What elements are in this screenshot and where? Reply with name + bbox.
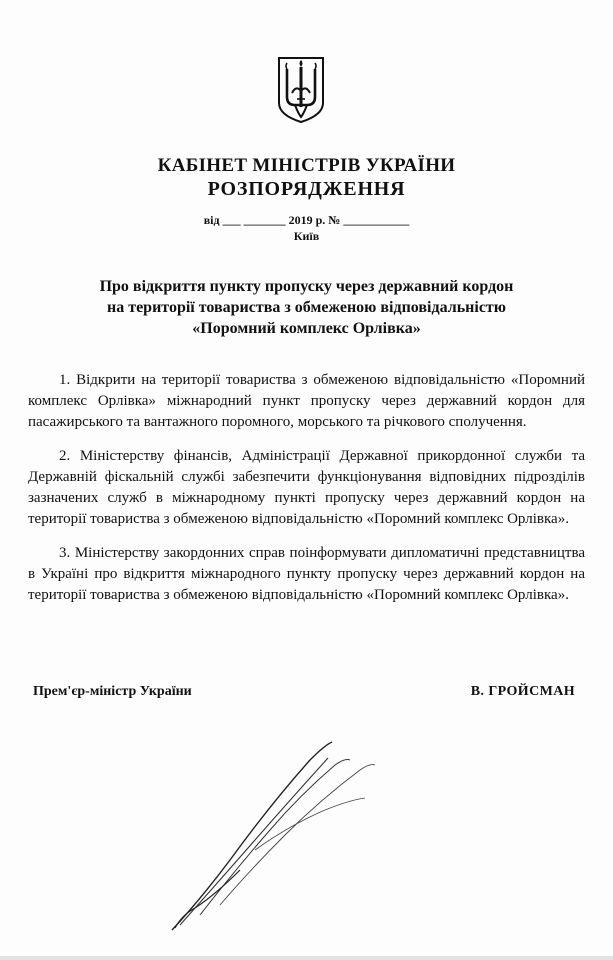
paragraph-2: 2. Міністерству фінансів, Адміністрації Державної прикордонної служби та Державній фіскальній службі забезпечити функціонування відповідних підрозділів зазначених служб в міжнародному пункті пропуску через державний кордон на території товариства з обмеженою відповідальністю «Поромний комплекс Орлівка». [28, 448, 585, 527]
date-prefix: від [203, 213, 220, 227]
signatory-name: В. ГРОЙСМАН [470, 684, 575, 699]
paragraph-3: 3. Міністерству закордонних справ поінформувати дипломатичні представництва в Україні про відкриття міжнародного пункту пропуску через державний кордон на території товариства з обмеженою відповідальністю «Поромний комплекс Орлівка». [28, 545, 585, 603]
date-month-blank: _______ [243, 213, 286, 227]
trident-emblem-icon [276, 55, 326, 125]
handwritten-signature-icon [160, 730, 390, 940]
date-number-line [0, 213, 613, 228]
document-body [28, 370, 585, 619]
title-line: «Поромний комплекс Орлівка» [192, 320, 421, 337]
title-line: Про відкриття пункту пропуску через державний кордон [99, 278, 514, 295]
paragraph-1: 1. Відкрити на території товариства з обмеженою відповідальністю «Поромний комплекс Орлівка» міжнародний пункт пропуску через державний кордон для пасажирського та вантажного поромного, морського та річкового сполучення. [28, 372, 585, 430]
title-line: на території товариства з обмеженою відповідальністю [107, 299, 506, 316]
city: Київ [293, 229, 320, 243]
page-bottom-edge [0, 956, 613, 960]
date-day-blank: ___ [222, 213, 241, 227]
signatory-position: Прем'єр-міністр України [33, 684, 192, 699]
issuing-authority: КАБІНЕТ МІНІСТРІВ УКРАЇНИ [157, 155, 456, 176]
document-number-blank: ___________ [343, 213, 410, 227]
document-title [40, 276, 573, 339]
date-year: 2019 р. № [288, 213, 341, 227]
document-type: РОЗПОРЯДЖЕННЯ [207, 178, 406, 200]
